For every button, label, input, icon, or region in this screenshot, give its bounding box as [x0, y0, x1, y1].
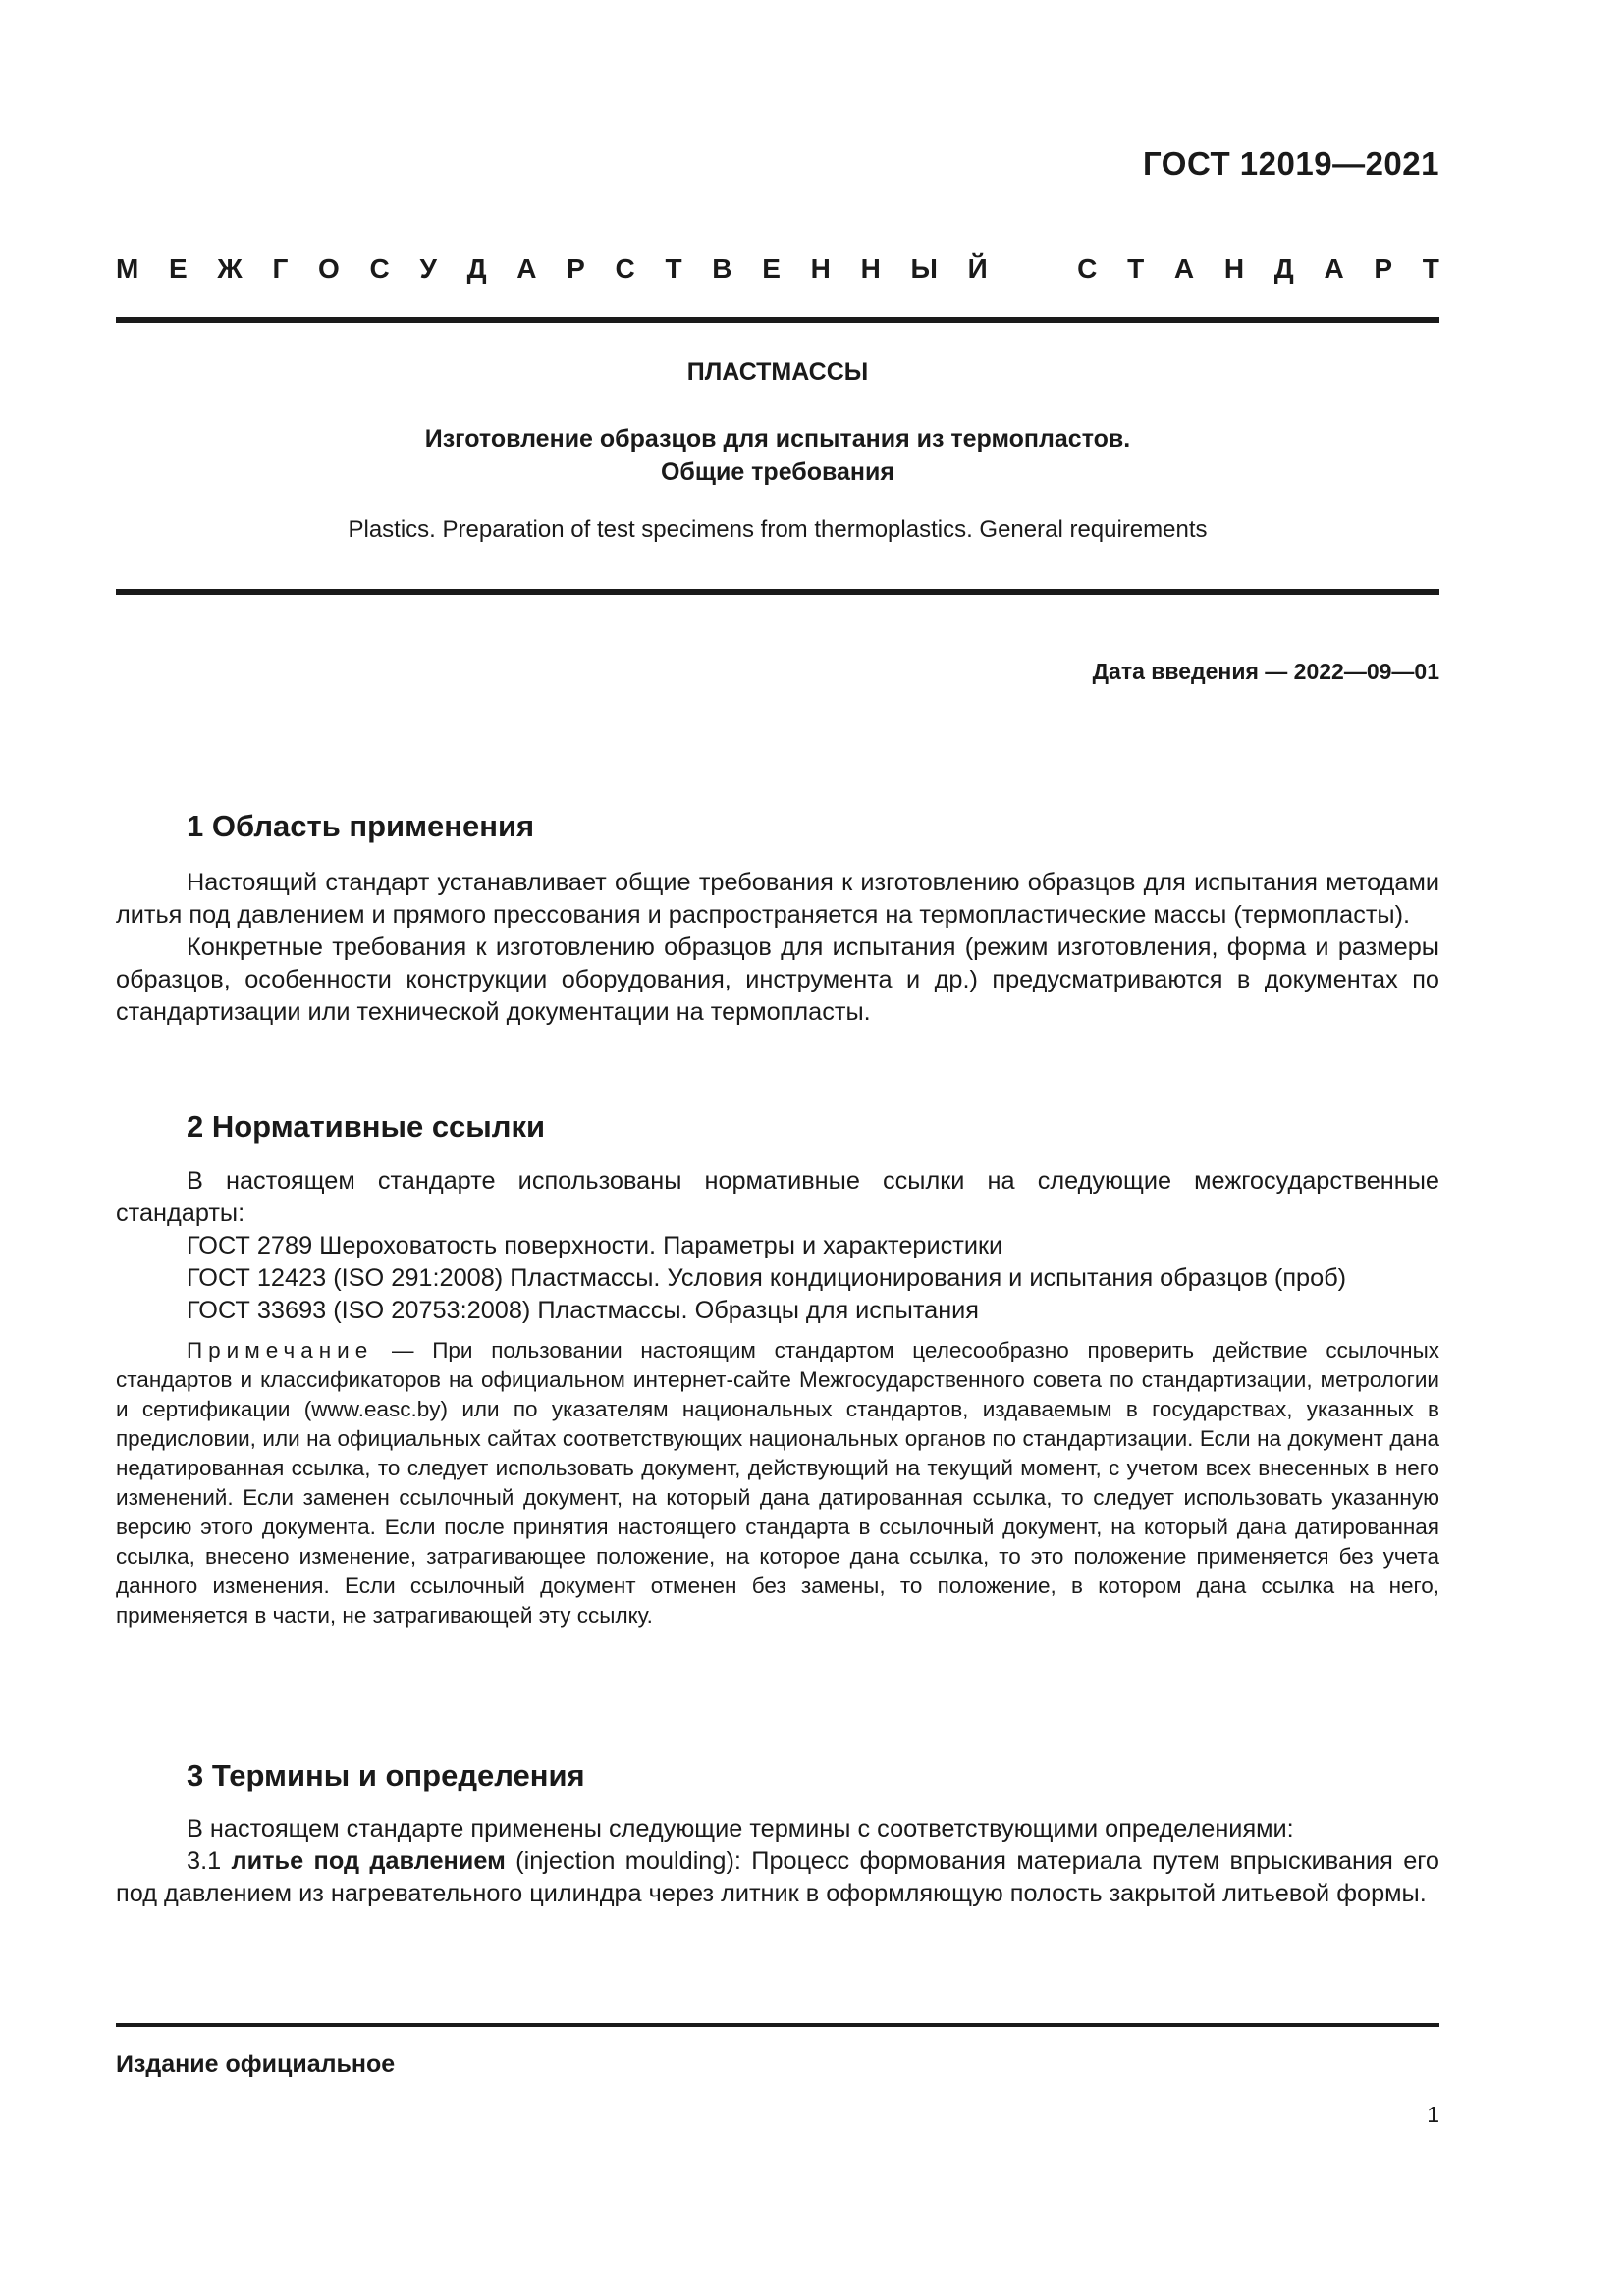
document-number: ГОСТ 12019—2021 [1143, 145, 1439, 182]
term: литье под давлением [231, 1847, 506, 1875]
introduction-date: Дата введения — 2022—09—01 [1092, 659, 1439, 684]
standard-type-letter: Ы [910, 253, 938, 284]
standard-type-letter: Й [967, 253, 988, 284]
section-1 [116, 807, 1439, 1029]
standard-type-letter: С [615, 253, 635, 284]
standard-type-letter: Р [1374, 253, 1393, 284]
reference-item: ГОСТ 33693 (ISO 20753:2008) Пластмассы. Образцы для испытания [187, 1297, 980, 1324]
document-subtitle [116, 422, 1439, 489]
section-2 [116, 1107, 1439, 1630]
subtitle-line-2: Общие требования [660, 458, 894, 486]
edition-label: Издание официальное [116, 2051, 396, 2078]
english-title: Plastics. Preparation of test specimens from thermoplastics. General requirements [348, 516, 1208, 543]
term-number: 3.1 [187, 1847, 232, 1875]
paragraph: Конкретные требования к изготовлению образцов для испытания (режим изготовления, форма и размеры образцов, особенности конструкции оборудования, инструмента и др.) предусматриваются в документах по стандартизации или технической документации на термопласты. [116, 934, 1439, 1026]
footer-rule [116, 2023, 1439, 2027]
standard-type-letter: Т [665, 253, 682, 284]
standard-type-letter: В [712, 253, 732, 284]
section-heading: 1 Область применения [187, 809, 535, 843]
section-heading: 3 Термины и определения [187, 1758, 585, 1792]
standard-type-letter: М [116, 253, 139, 284]
section-heading: 2 Нормативные ссылки [187, 1109, 546, 1144]
standard-type-letter: Н [860, 253, 881, 284]
standard-type-letter: Ж [217, 253, 243, 284]
standard-type-letter: О [318, 253, 340, 284]
standard-type-letter: У [419, 253, 437, 284]
standard-type-letter: А [1173, 253, 1195, 284]
title-rule [116, 589, 1439, 595]
standard-type-letter: Т [1422, 253, 1439, 284]
paragraph: В настоящем стандарте применены следующие термины с соответствующими определениями: [187, 1815, 1294, 1842]
word-gap [1017, 253, 1047, 285]
standard-type-letter: Е [762, 253, 781, 284]
standard-type-letter: Н [1223, 253, 1245, 284]
standard-type-letter: Г [272, 253, 289, 284]
term-text: (injection moulding): Процесс формования материала путем впрыскивания его под давлением из нагревательного цилиндра через литник в оформляющую полость закрытой литьевой формы. [116, 1847, 1439, 1907]
note-text: — При пользовании настоящим стандартом целесообразно проверить действие ссылочных стандартов и классификаторов на официальном интернет-сайте Межгосударственного совета по стандартизации, метрологии и сертификации (www.easc.by) или по указателям национальных стандартов, издаваемым в государствах, указанных в предисловии, или на официальных сайтах соответствующих национальных органов по стандартизации. Если на документ дана недатированная ссылка, то следует использовать документ, действующий на текущий момент, с учетом всех внесенных в него изменений. Если заменен ссылочный документ, на который дана датированная ссылка, то следует использовать указанную версию этого документа. Если после принятия настоящего стандарта в ссылочный документ, на который дана датированная ссылка, внесено изменение, затрагивающее положение, на которое дана ссылка, то это положение применяется без учета данного изменения. Если ссылочный документ отменен без замены, то положение, в котором дана ссылка на него, применяется в части, не затрагивающей эту ссылку. [116, 1338, 1439, 1628]
standard-type-letter: Н [810, 253, 831, 284]
term-definition [116, 1845, 1439, 1910]
standard-type-letter: Т [1127, 253, 1145, 284]
standard-type-letter: Д [1273, 253, 1294, 284]
paragraph: В настоящем стандарте использованы нормативные ссылки на следующие межгосударственные стандарты: [116, 1167, 1439, 1227]
note [116, 1336, 1439, 1630]
standard-type-letter: Д [466, 253, 487, 284]
standard-type-letter: С [1077, 253, 1098, 284]
note-label: Примечание [187, 1338, 374, 1362]
reference-item: ГОСТ 12423 (ISO 291:2008) Пластмассы. Условия кондиционирования и испытания образцов (проб) [187, 1264, 1347, 1292]
header-rule [116, 317, 1439, 323]
subtitle-line-1: Изготовление образцов для испытания из термопластов. [424, 425, 1131, 453]
standard-type-line [116, 253, 1439, 285]
standard-type-letter: Е [169, 253, 188, 284]
paragraph: Настоящий стандарт устанавливает общие требования к изготовлению образцов для испытания методами литья под давлением и прямого прессования и распространяется на термопластические массы (термопласты). [116, 869, 1439, 929]
document-title: ПЛАСТМАССЫ [686, 358, 869, 386]
section-3 [116, 1756, 1439, 1910]
standard-type-letter: Р [567, 253, 585, 284]
standard-type-letter: С [369, 253, 390, 284]
page-number: 1 [1427, 2102, 1439, 2127]
reference-item: ГОСТ 2789 Шероховатость поверхности. Параметры и характеристики [187, 1232, 1003, 1259]
standard-type-letter: А [1324, 253, 1344, 284]
standard-type-letter: А [516, 253, 537, 284]
